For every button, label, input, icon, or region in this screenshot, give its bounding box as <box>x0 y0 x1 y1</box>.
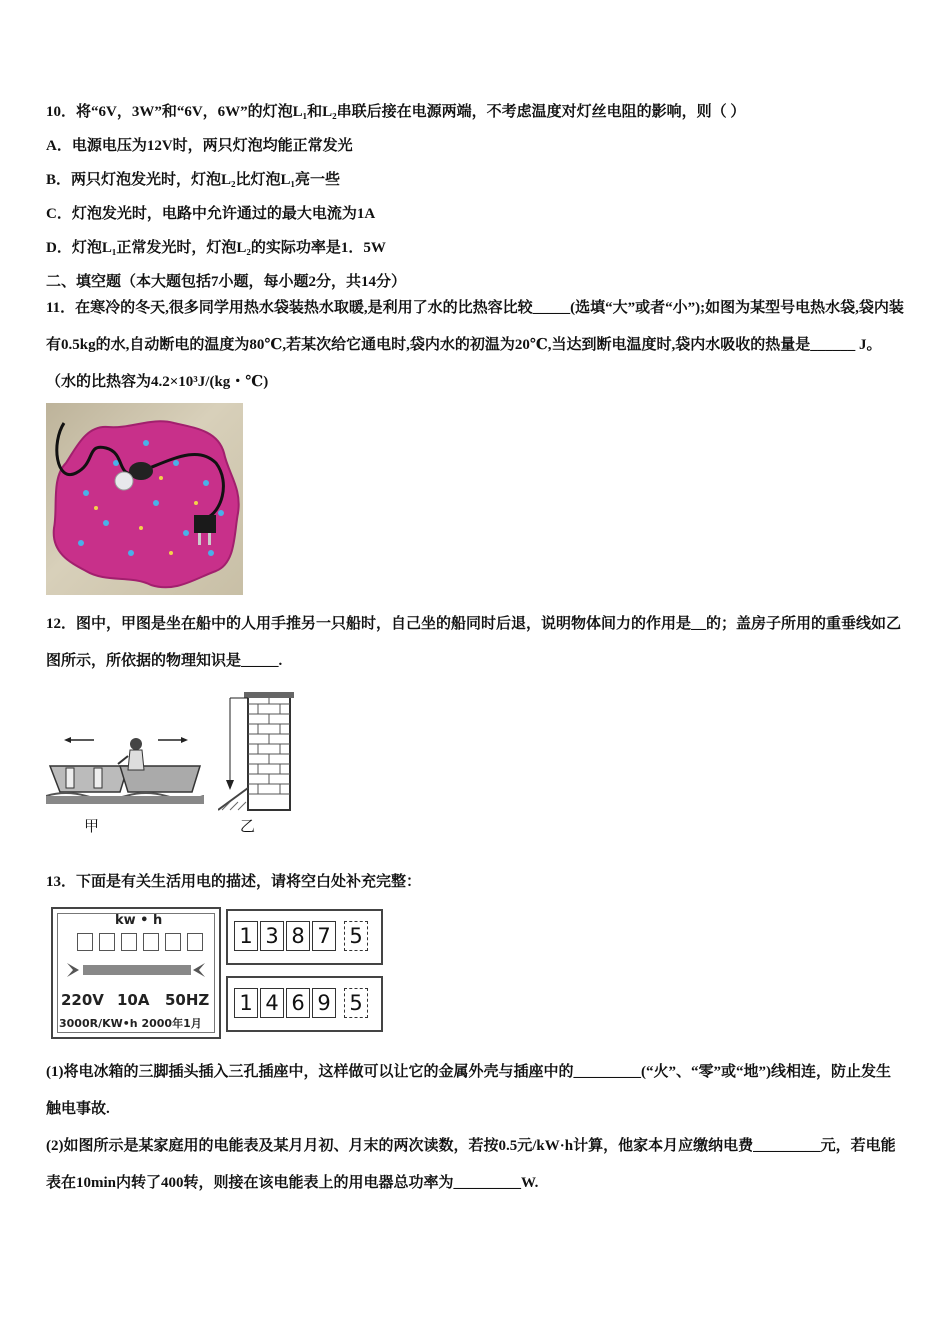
reading-end-decimal: 5 <box>344 988 368 1018</box>
hot-water-bag-photo <box>46 403 243 595</box>
reading-end-digit: 6 <box>286 988 310 1018</box>
fig-a-label: 甲 <box>84 817 100 835</box>
meter-current: 10A <box>117 991 150 1009</box>
q10-stem: 10．将“6V，3W”和“6V，6W”的灯泡L₁和L₂串联后接在电源两端，不考虑温度对灯丝电阻的影响，则（ ） <box>46 104 746 120</box>
q10-option-c: C．灯泡发光时，电路中允许通过的最大电流为1A <box>46 206 376 222</box>
fig-b-label: 乙 <box>240 817 256 835</box>
reading-start-digit: 8 <box>286 921 310 951</box>
q13-part1: (1)将电冰箱的三脚插头插入三孔插座中，这样做可以让它的金属外壳与插座中的_________(“火”、“零”或“地”)线相连，防止发生触电事故. <box>46 1064 891 1117</box>
plumb-line-figure <box>218 692 300 812</box>
reading-start <box>226 909 383 965</box>
meter-window <box>77 933 93 951</box>
meter-unit: kw • h <box>115 913 163 928</box>
meter-window <box>99 933 115 951</box>
q11-text: 11．在寒冷的冬天,很多同学用热水袋装热水取暖,是利用了水的比热容比较_____(选填“大”或者“小”);如图为某型号电热水袋,袋内装有0.5kg的水,自动断电的温度为80℃,若某次给它通电时,袋内水的初温为20℃,当达到断电温度时,袋内水吸收的热量是______ J。（水的比热容为4.2×10³J/(kg・℃) <box>46 300 904 390</box>
reading-end <box>226 976 383 1032</box>
meter-footer: 3000R/KW•h 2000年1月 <box>59 1017 202 1030</box>
meter-window <box>121 933 137 951</box>
reading-end-digit: 9 <box>312 988 336 1018</box>
section-heading: 二、填空题（本大题包括7小题，每小题2分，共14分） <box>46 274 407 290</box>
reading-end-digit: 4 <box>260 988 284 1018</box>
q10-option-a: A．电源电压为12V时，两只灯泡均能正常发光 <box>46 138 353 154</box>
meter-window <box>187 933 203 951</box>
meter-window <box>165 933 181 951</box>
reading-start-digit: 3 <box>260 921 284 951</box>
boat-figure <box>46 732 204 804</box>
q13-part2: (2)如图所示是某家庭用的电能表及某月月初、月末的两次读数，若按0.5元/kW·h计算，他家本月应缴纳电费_________元，若电能表在10min内转了400转，则接在该电能表上的用电器总功率为_________W. <box>46 1138 896 1191</box>
reading-start-decimal: 5 <box>344 921 368 951</box>
q10-option-b: B．两只灯泡发光时，灯泡L₂比灯泡L₁亮一些 <box>46 172 341 188</box>
q13-stem: 13．下面是有关生活用电的描述，请将空白处补充完整： <box>46 874 422 890</box>
meter-rotor-icon <box>65 961 207 979</box>
meter-window <box>143 933 159 951</box>
reading-start-digit: 7 <box>312 921 336 951</box>
electric-meter <box>51 907 221 1039</box>
reading-start-digit: 1 <box>234 921 258 951</box>
meter-voltage: 220V <box>61 991 104 1009</box>
q10-option-d: D．灯泡L₁正常发光时，灯泡L₂的实际功率是1．5W <box>46 240 386 256</box>
q12-text: 12．图中，甲图是坐在船中的人用手推另一只船时，自己坐的船同时后退，说明物体间力的作用是__的；盖房子所用的重垂线如乙图所示，所依据的物理知识是_____. <box>46 616 902 669</box>
meter-frequency: 50HZ <box>165 991 210 1009</box>
reading-end-digit: 1 <box>234 988 258 1018</box>
